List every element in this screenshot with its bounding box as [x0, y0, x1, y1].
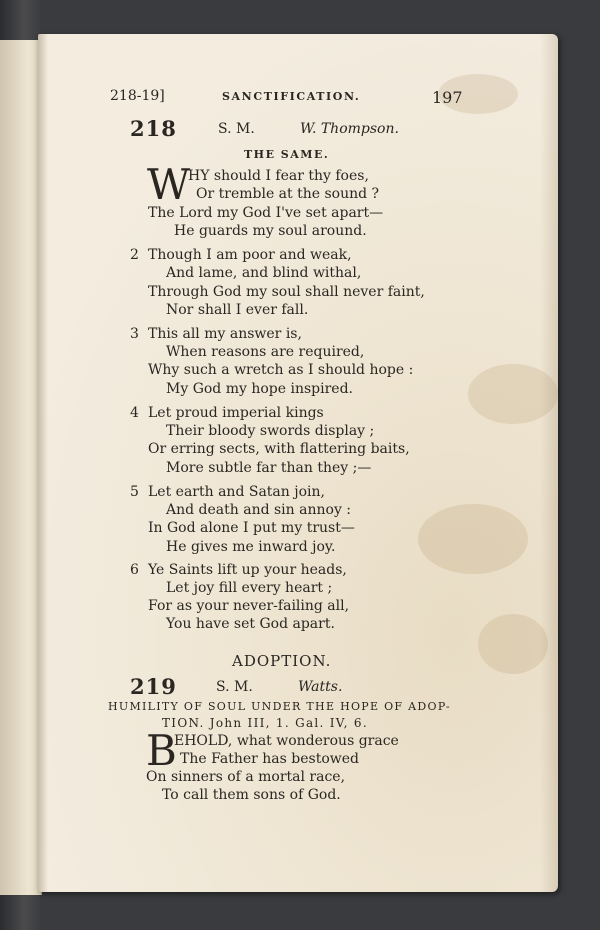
section-title: ADOPTION. — [232, 652, 332, 670]
verse-line: Let joy fill every heart ; — [166, 580, 333, 596]
verse-line: On sinners of a mortal race, — [146, 769, 346, 785]
hymn-meter: S. M. — [218, 121, 255, 137]
verse-line: More subtle far than they ;— — [166, 460, 372, 476]
verse-line: In God alone I put my trust— — [148, 520, 355, 536]
verse-number: 4 — [130, 405, 139, 421]
verse-line: Nor shall I ever fall. — [166, 302, 309, 318]
verse-line: Though I am poor and weak, — [148, 247, 352, 263]
hymn-meter: S. M. — [216, 679, 253, 695]
hymn-author: Watts. — [298, 679, 343, 695]
verse-line: And death and sin annoy : — [166, 502, 352, 518]
page-number: 197 — [432, 88, 463, 107]
verse-line: My God my hope inspired. — [166, 381, 354, 397]
verse-line: And lame, and blind withal, — [166, 265, 362, 281]
drop-cap: W — [147, 160, 191, 209]
hymn-range: 218-19] — [110, 88, 165, 104]
verse-line: EHOLD, what wonderous grace — [174, 733, 399, 749]
verse-line: This all my answer is, — [148, 326, 302, 342]
verse-line: He guards my soul around. — [174, 223, 367, 239]
verse-number: 5 — [130, 484, 139, 500]
verse-line: To call them sons of God. — [162, 787, 341, 803]
drop-cap: B — [146, 726, 177, 775]
verse-line: For as your never-failing all, — [148, 598, 350, 614]
verse-line: Or erring sects, with flattering baits, — [148, 441, 410, 457]
verse-line: Let proud imperial kings — [148, 405, 324, 421]
verse-line: The Lord my God I've set apart— — [148, 205, 384, 221]
hymn-number: 219 — [130, 674, 177, 699]
verse-number: 6 — [130, 562, 139, 578]
verse-line: Or tremble at the sound ? — [196, 186, 380, 202]
verse-number: 3 — [130, 326, 139, 342]
verse-line: Through God my soul shall never faint, — [148, 284, 425, 300]
hymn-author: W. Thompson. — [300, 121, 399, 137]
verse-number: 2 — [130, 247, 139, 263]
verse-line: You have set God apart. — [166, 616, 335, 632]
verse-line: Why such a wretch as I should hope : — [148, 362, 414, 378]
verse-line: HY should I fear thy foes, — [188, 168, 369, 184]
hymn-subtitle: THE SAME. — [244, 148, 330, 161]
verse-line: The Father has bestowed — [180, 751, 359, 767]
page-gutter-shadow — [38, 34, 48, 892]
verse-line: Let earth and Satan join, — [148, 484, 325, 500]
hymn-caption: TION. John III, 1. Gal. IV, 6. — [162, 716, 368, 730]
verse-line: He gives me inward joy. — [166, 539, 336, 555]
verse-line: Ye Saints lift up your heads, — [148, 562, 347, 578]
hymn-caption: HUMILITY OF SOUL UNDER THE HOPE OF ADOP- — [108, 700, 451, 713]
hymn-number: 218 — [130, 116, 177, 141]
running-title: SANCTIFICATION. — [222, 90, 361, 103]
verse-line: Their bloody swords display ; — [166, 423, 375, 439]
verse-line: When reasons are required, — [166, 344, 365, 360]
previous-page-edge — [0, 40, 42, 895]
